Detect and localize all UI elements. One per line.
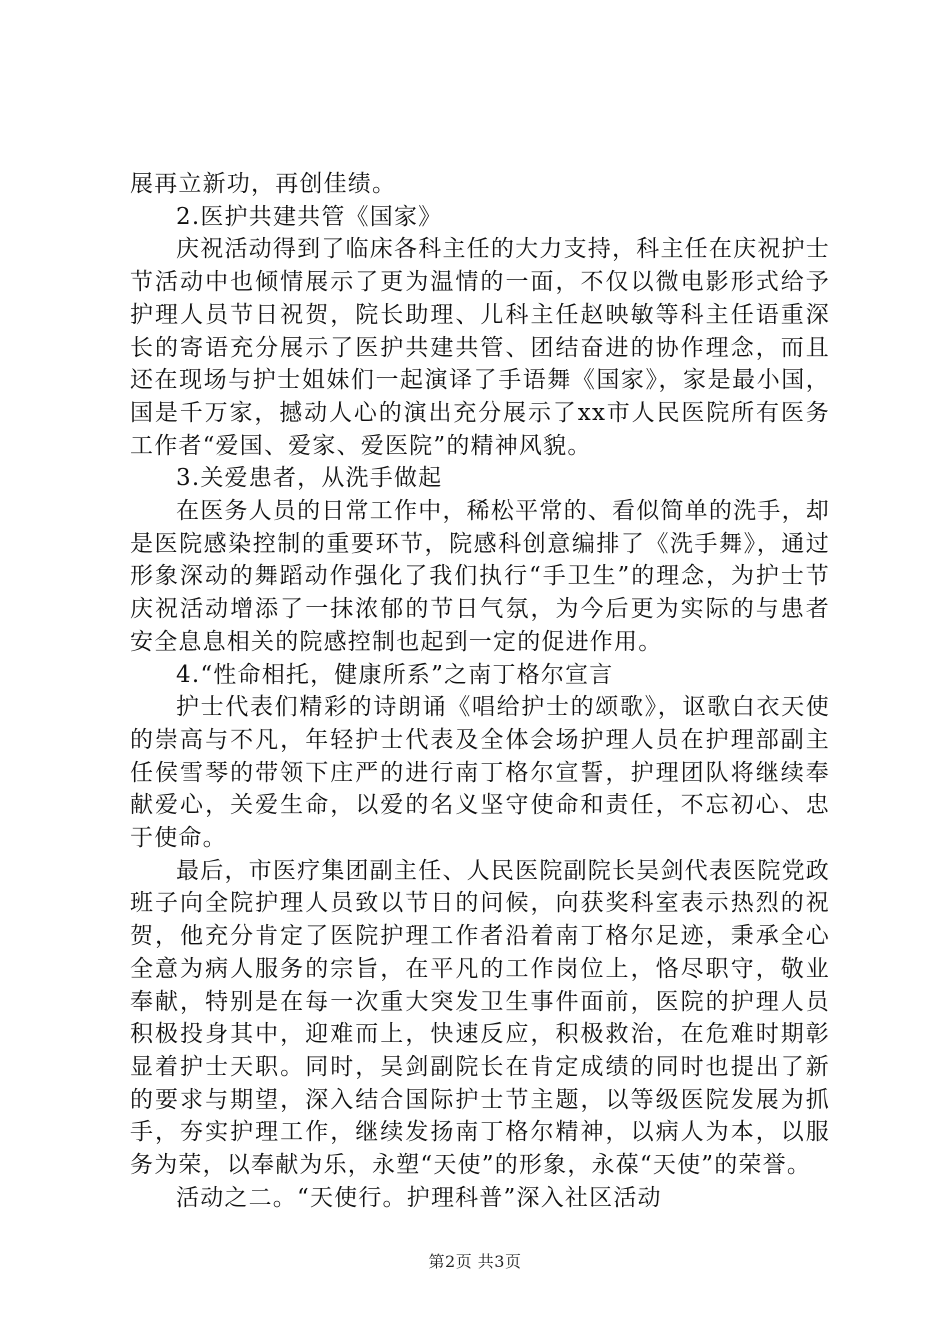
section-heading-4: 4.“性命相托，健康所系”之南丁格尔宣言	[176, 661, 614, 688]
page-footer: 第2页 共3页	[428, 1252, 522, 1271]
section-heading-2: 2.医护共建共管《国家》	[176, 203, 443, 230]
paragraph-continuation: 展再立新功，再创佳绩。	[130, 171, 397, 197]
paragraph-section-4: 护士代表们精彩的诗朗诵《唱给护士的颂歌》，讴歌白衣天使的崇高与不凡，年轻护士代表及全体会场护理人员在护理部副主任侯雪琴的带领下庄严的进行南丁格尔宣誓，护理团队将继续奉献爱心，关爱生命，以爱的名义坚守使命和责任，不忘初心、忠于使命。	[130, 694, 830, 852]
paragraph-section-3: 在医务人员的日常工作中，稀松平常的、看似简单的洗手，却是医院感染控制的重要环节，院感科创意编排了《洗手舞》，通过形象深动的舞蹈动作强化了我们执行“手卫生”的理念，为护士节庆祝活动增添了一抹浓郁的节日气氛，为今后更为实际的与患者安全息息相关的院感控制也起到一定的促进作用。	[130, 498, 830, 655]
paragraph-closing-remarks: 最后，市医疗集团副主任、人民医院副院长吴剑代表医院党政班子向全院护理人员致以节日的问候，向获奖科室表示热烈的祝贺，他充分肯定了医院护理工作者沿着南丁格尔足迹，秉承全心全意为病人服务的宗旨，在平凡的工作岗位上，恪尽职守，敬业奉献，特别是在每一次重大突发卫生事件面前，医院的护理人员积极投身其中，迎难而上，快速反应，积极救治，在危难时期彰显着护士天职。同时，吴剑副院长在肯定成绩的同时也提出了新的要求与期望，深入结合国际护士节主题，以等级医院发展为抓手，夯实护理工作，继续发扬南丁格尔精神，以病人为本，以服务为荣，以奉献为乐，永塑“天使”的形象，永葆“天使”的荣誉。	[130, 857, 830, 1179]
paragraph-section-2: 庆祝活动得到了临床各科主任的大力支持，科主任在庆祝护士节活动中也倾情展示了更为温情的一面，不仅以微电影形式给予护理人员节日祝贺，院长助理、儿科主任赵映敏等科主任语重深长的寄语充分展示了医护共建共管、团结奋进的协作理念，而且还在现场与护士姐妹们一起演译了手语舞《国家》，家是最小国，国是千万家，撼动人心的演出充分展示了xx市人民医院所有医务工作者“爱国、爱家、爱医院”的精神风貌。	[130, 236, 830, 459]
section-heading-3: 3.关爱患者，从洗手做起	[176, 465, 443, 492]
document-body	[130, 168, 830, 1215]
activity-two-heading: 活动之二。“天使行。护理科普”深入社区活动	[176, 1184, 662, 1211]
